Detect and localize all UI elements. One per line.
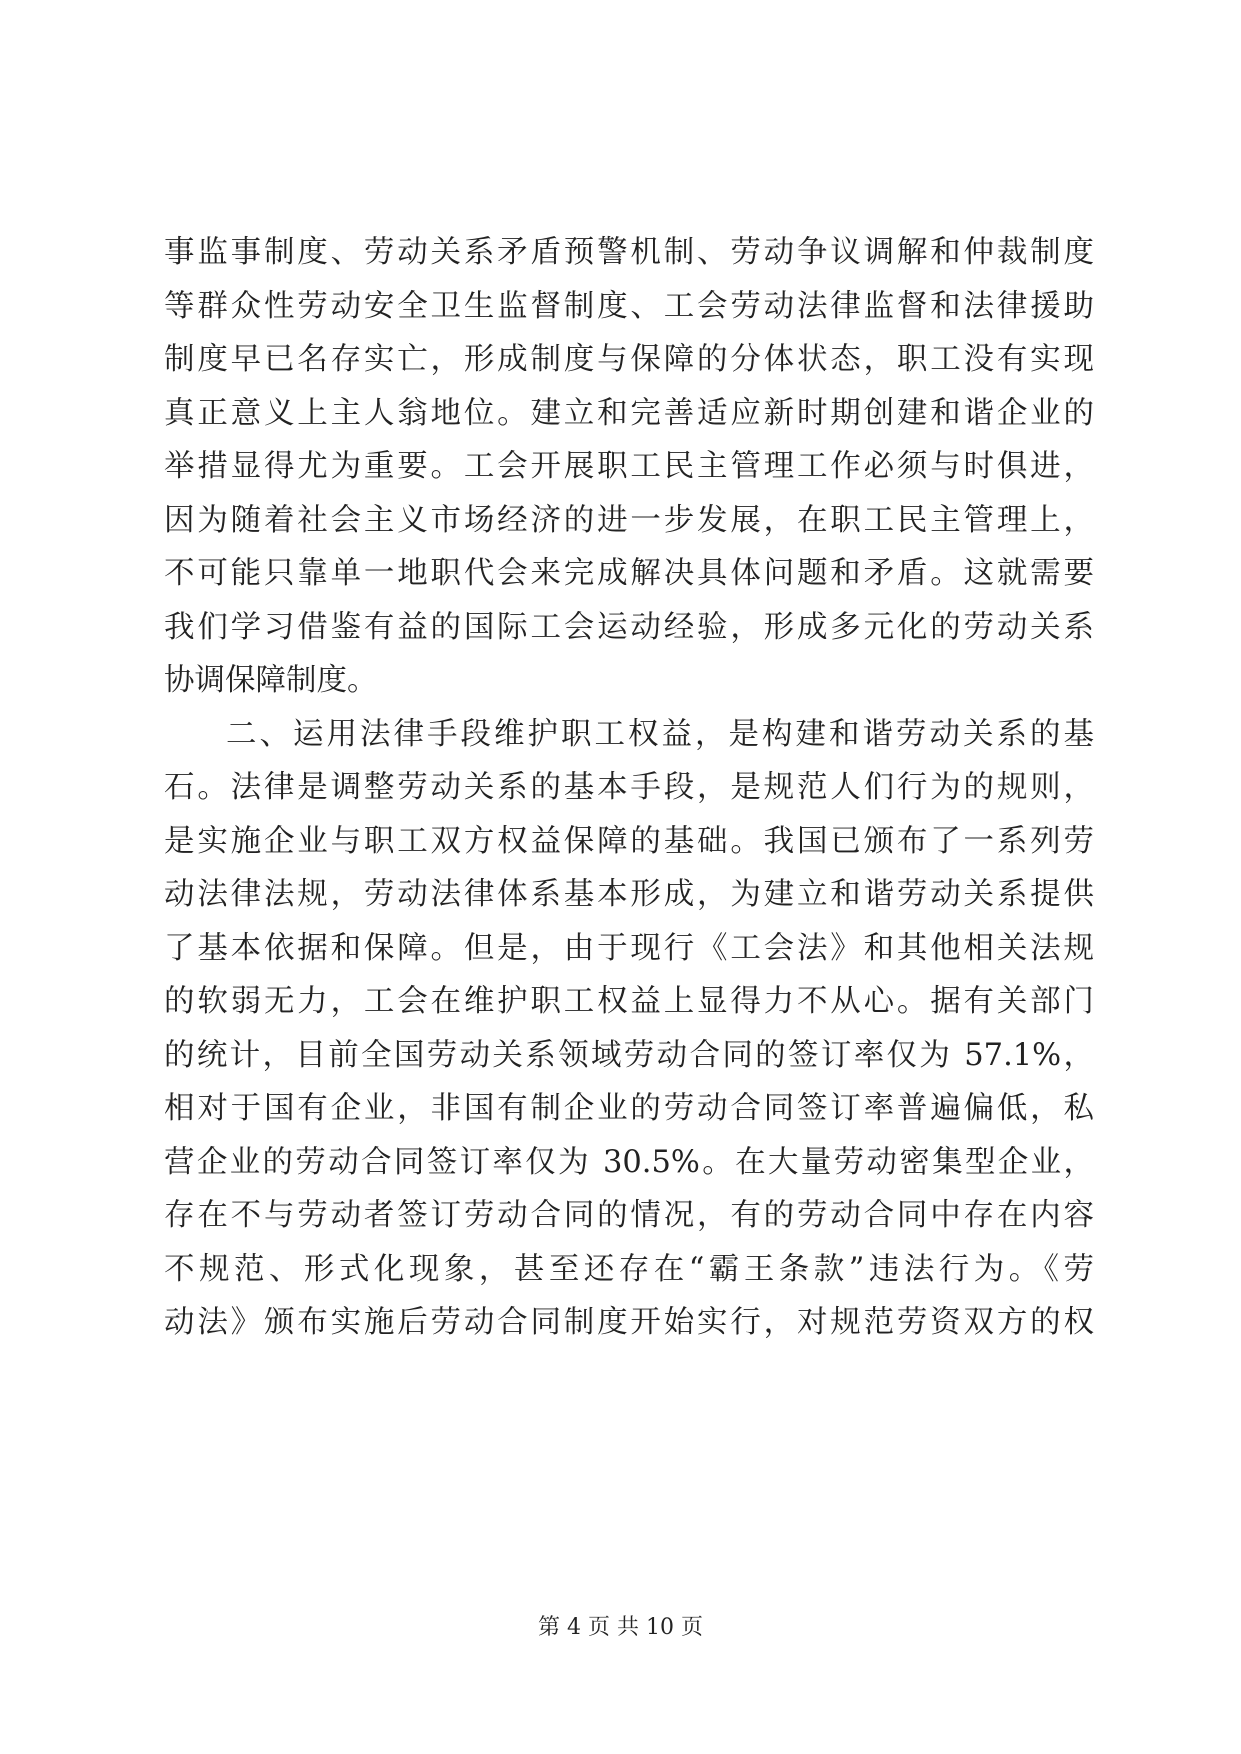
text-line: 营企业的劳动合同签订率仅为 30.5%。在大量劳动密集型企业，: [164, 1144, 1094, 1180]
body-text: [164, 226, 1094, 1350]
text-line: 我们学习借鉴有益的国际工会运动经验，形成多元化的劳动关系: [164, 609, 1094, 645]
text-line: 等群众性劳动安全卫生监督制度、工会劳动法律监督和法律援助: [164, 288, 1094, 324]
text-line: 是实施企业与职工双方权益保障的基础。我国已颁布了一系列劳: [164, 823, 1094, 859]
text-line: 的软弱无力，工会在维护职工权益上显得力不从心。据有关部门: [164, 984, 1094, 1019]
text-line: 动法律法规，劳动法律体系基本形成，为建立和谐劳动关系提供: [164, 877, 1094, 912]
text-line: 举措显得尤为重要。工会开展职工民主管理工作必须与时俱进，: [164, 449, 1094, 484]
paragraph-start-line: 二、运用法律手段维护职工权益，是构建和谐劳动关系的基: [226, 716, 1094, 752]
text-line: 相对于国有企业，非国有制企业的劳动合同签订率普遍偏低，私: [164, 1091, 1094, 1126]
text-line: 不可能只靠单一地职代会来完成解决具体问题和矛盾。这就需要: [164, 556, 1094, 591]
text-line: 动法》颁布实施后劳动合同制度开始实行，对规范劳资双方的权: [164, 1305, 1094, 1340]
text-line: 石。法律是调整劳动关系的基本手段，是规范人们行为的规则，: [164, 770, 1094, 805]
text-line: 因为随着社会主义市场经济的进一步发展，在职工民主管理上，: [164, 502, 1094, 538]
paragraph-end-line: 协调保障制度。: [164, 663, 378, 698]
text-line: 不规范、形式化现象，甚至还存在“霸王条款”违法行为。《劳: [164, 1251, 1094, 1287]
page-number-footer: 第 4 页 共 10 页: [538, 1615, 703, 1640]
text-line: 真正意义上主人翁地位。建立和完善适应新时期创建和谐企业的: [164, 395, 1094, 431]
text-line: 了基本依据和保障。但是，由于现行《工会法》和其他相关法规: [164, 930, 1094, 966]
text-line: 存在不与劳动者签订劳动合同的情况，有的劳动合同中存在内容: [164, 1198, 1094, 1233]
text-line: 制度早已名存实亡，形成制度与保障的分体状态，职工没有实现: [164, 342, 1094, 377]
text-line: 的统计，目前全国劳动关系领域劳动合同的签订率仅为 57.1%，: [164, 1037, 1094, 1073]
text-line: 事监事制度、劳动关系矛盾预警机制、劳动争议调解和仲裁制度: [164, 235, 1094, 270]
